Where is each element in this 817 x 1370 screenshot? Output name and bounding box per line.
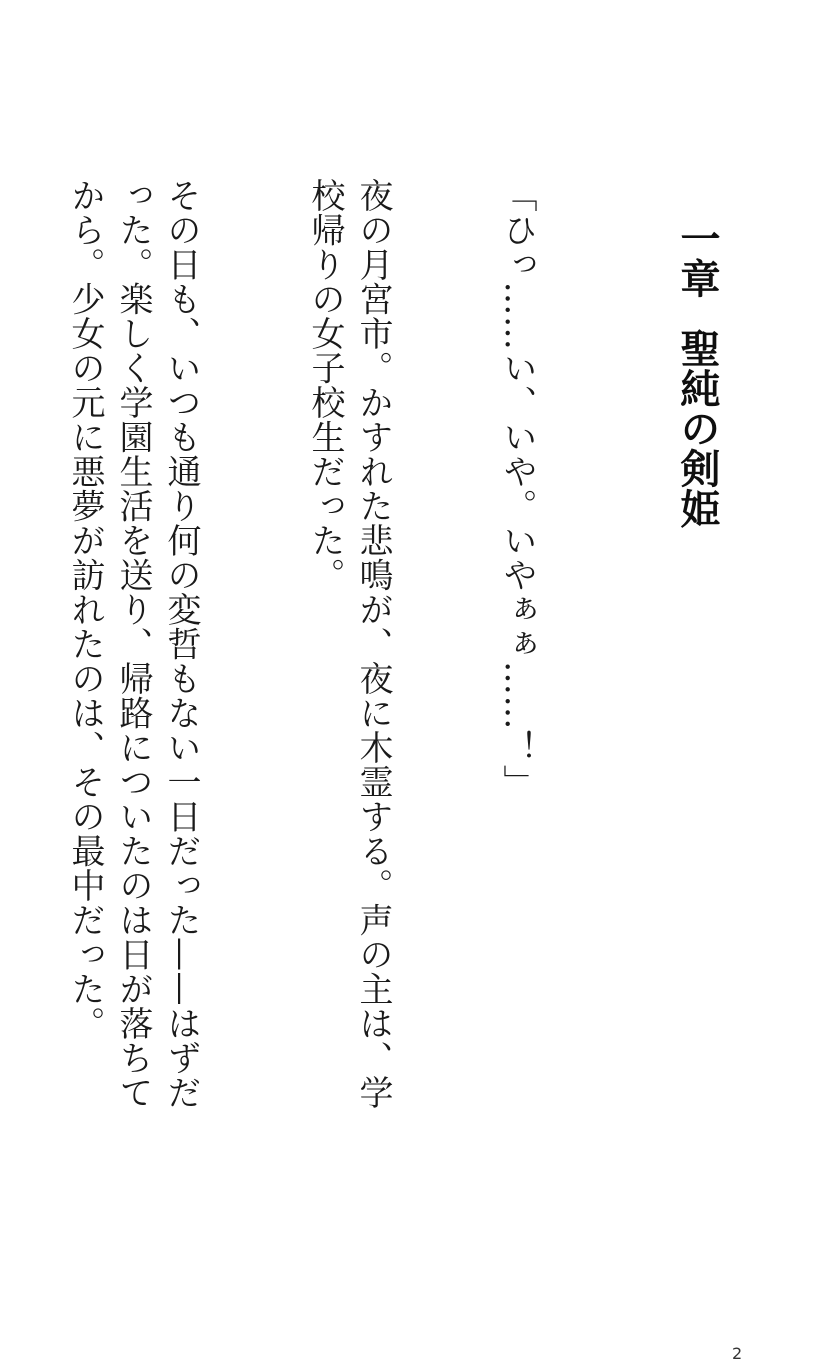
page-number: 2 <box>732 1344 743 1363</box>
chapter-heading <box>673 218 721 528</box>
paragraph: その日も、いつも通り何の変哲もない一日だった——はずだった。楽しく学園生活を送り、帰路についたのは日が落ちてから。少女の元に悪夢が訪れたのは、その最中だった。 <box>65 178 201 1110</box>
paragraph: 夜の月宮市。かすれた悲鳴が、夜に木霊する。声の主は、学校帰りの女子校生だった。 <box>305 178 393 1110</box>
chapter-number: 一章 <box>674 218 720 298</box>
body-text <box>0 178 637 1138</box>
chapter-title: 聖純の剣姫 <box>674 328 720 528</box>
paragraph: 「ひっ……い、いや。いやぁぁ……！」 <box>497 178 537 799</box>
